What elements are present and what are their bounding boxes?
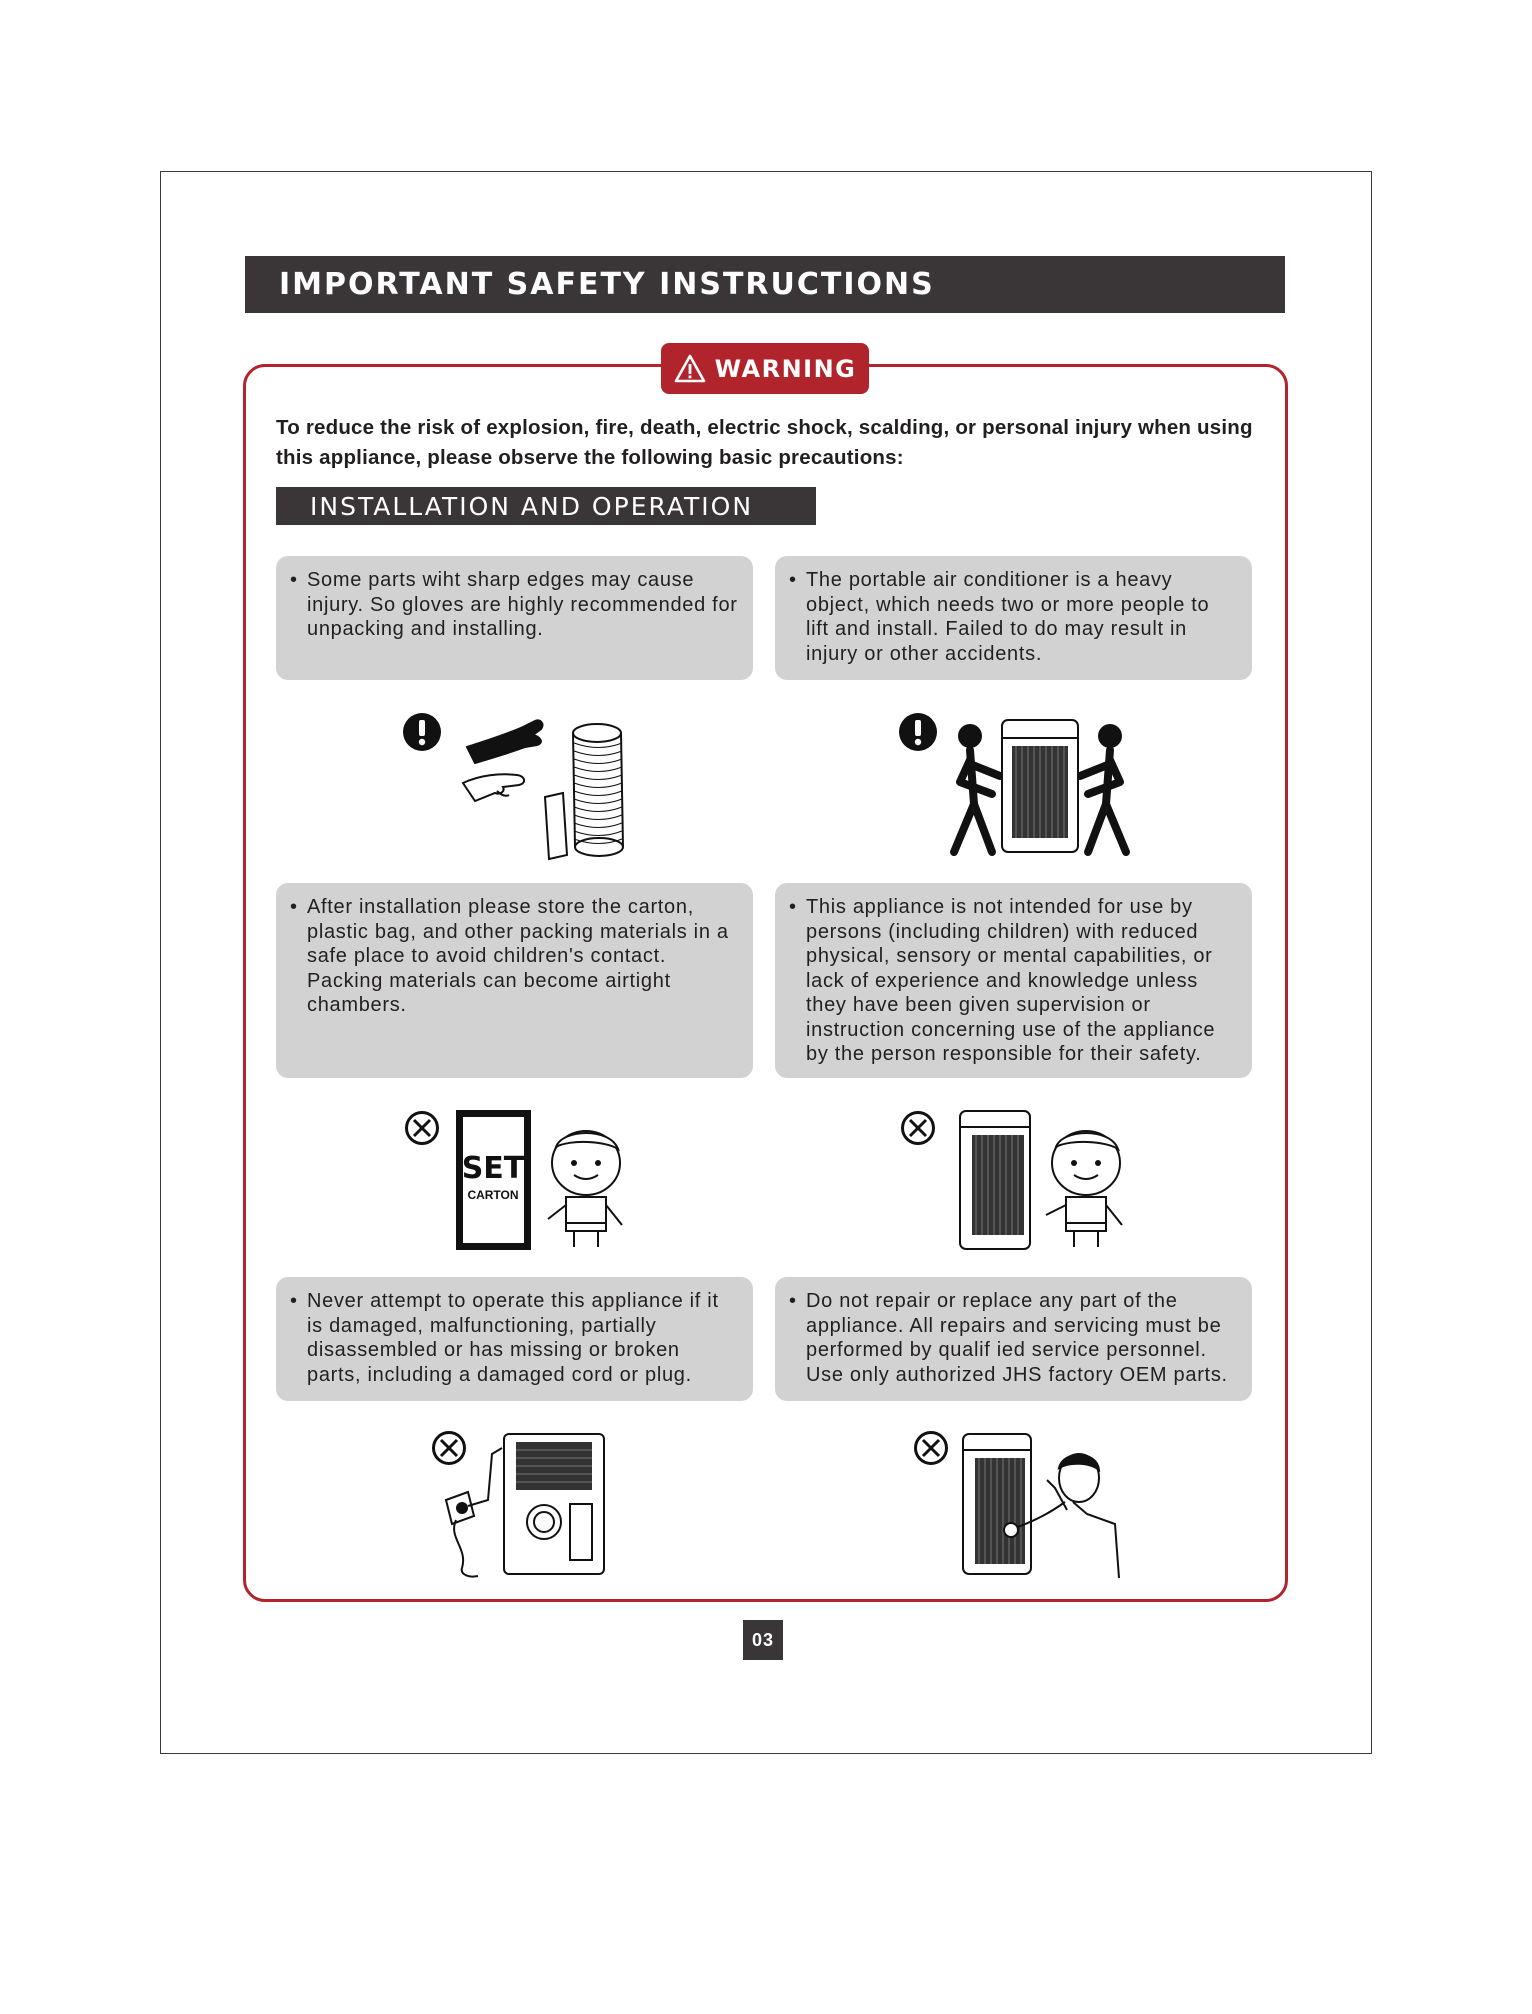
section-title-text: INSTALLATION AND OPERATION <box>310 491 754 521</box>
prohibited-icon <box>404 1110 440 1146</box>
instruction-text-2: The portable air conditioner is a heavy object, which needs two or more people to lift and install. Failed to do may result in injury or other accidents. <box>806 569 1210 665</box>
carton-label-text: CARTON <box>467 1188 519 1202</box>
instruction-card-2 <box>775 556 1252 680</box>
page-title <box>245 256 1285 313</box>
instruction-card-5 <box>276 1277 753 1401</box>
instruction-text-3: After installation please store the carton, plastic bag, and other packing materials in a safe place to avoid children's contact. Packing materials can become airtight chambers. <box>307 896 729 1016</box>
bullet-icon: • <box>290 569 298 591</box>
carton-child-illustration <box>450 1105 640 1255</box>
instruction-text-1: Some parts wiht sharp edges may cause injury. So gloves are highly recommended for unpacking and installing. <box>307 569 738 640</box>
bullet-icon: • <box>789 569 797 591</box>
bullet-icon: • <box>290 1290 298 1312</box>
instruction-text-6: Do not repair or replace any part of the appliance. All repairs and servicing must be performed by qualif ied service personnel. Use only authorized JHS factory OEM parts. <box>806 1290 1228 1386</box>
repair-person-illustration <box>955 1428 1125 1583</box>
instruction-text-4: This appliance is not intended for use by persons (including children) with reduced physical, sensory or mental capabilities, or lack of experience and knowledge unless they have been given supervision or instruction concerning use of the appliance by the person responsible for their safety. <box>806 896 1216 1065</box>
instruction-card-3 <box>276 883 753 1078</box>
carton-set-text: SET <box>461 1151 525 1186</box>
bullet-icon: • <box>789 1290 797 1312</box>
page-number-text: 03 <box>751 1629 775 1650</box>
page-title-text: IMPORTANT SAFETY INSTRUCTIONS <box>279 267 935 302</box>
prohibited-icon <box>913 1430 949 1466</box>
instruction-card-4 <box>775 883 1252 1078</box>
bullet-icon: • <box>290 896 298 918</box>
warning-badge <box>661 343 869 394</box>
warning-label: WARNING <box>714 354 857 383</box>
instruction-card-6 <box>775 1277 1252 1401</box>
exclamation-icon <box>402 712 442 752</box>
page-number <box>743 1620 783 1660</box>
warning-intro: To reduce the risk of explosion, fire, death, electric shock, scalding, or personal injury when using this appliance, please observe the following basic precautions: <box>276 416 1253 469</box>
damaged-unit-plug-illustration <box>438 1430 618 1580</box>
bullet-icon: • <box>789 896 797 918</box>
exclamation-icon <box>898 712 938 752</box>
section-title <box>276 487 816 525</box>
prohibited-icon <box>900 1110 936 1146</box>
instruction-card-1 <box>276 556 753 680</box>
instruction-text-5: Never attempt to operate this appliance if it is damaged, malfunctioning, partially disassembled or has missing or broken parts, including a damaged cord or plug. <box>307 1290 719 1386</box>
two-people-lifting-illustration <box>940 712 1140 862</box>
warning-triangle-icon <box>674 354 706 384</box>
gloves-hose-illustration <box>445 705 645 865</box>
ac-child-illustration <box>950 1105 1140 1255</box>
